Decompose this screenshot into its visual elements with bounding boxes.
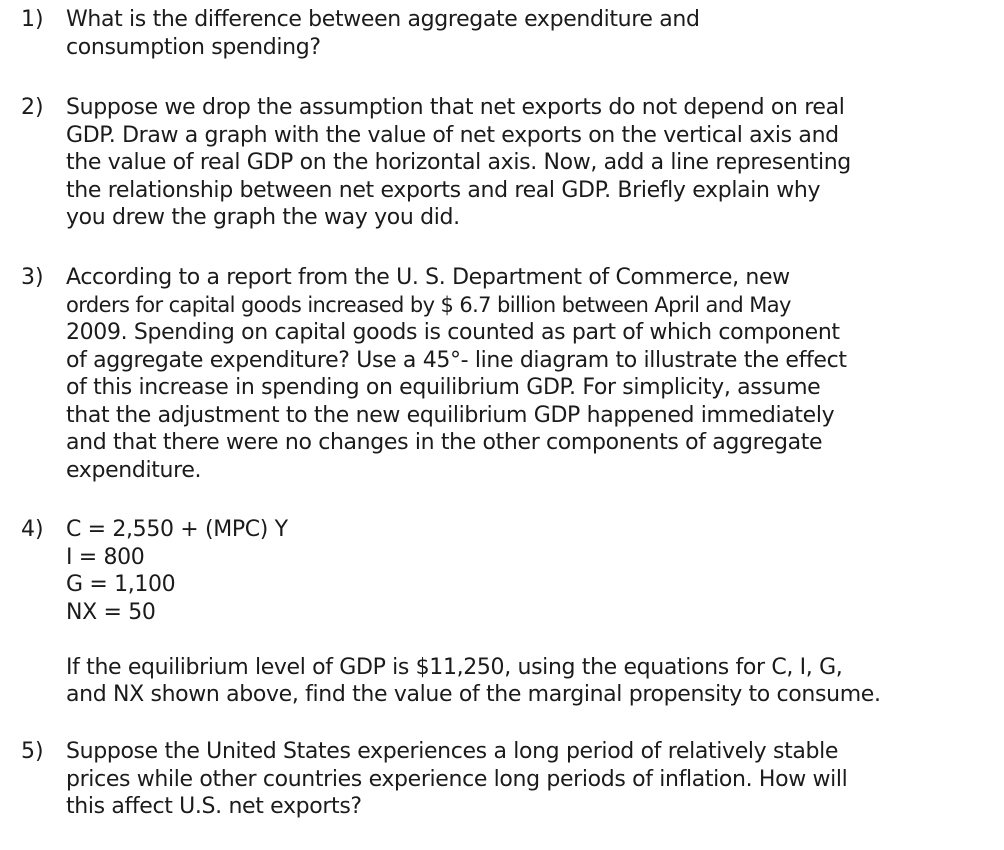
question-text (66, 738, 996, 821)
text-line: 2009. Spending on capital goods is counted as part of which component (66, 320, 840, 345)
text-line: prices while other countries experience long periods of inflation. How will (66, 766, 848, 792)
text-line: you drew the graph the way you did. (66, 205, 460, 230)
text-line: of aggregate expenditure? Use a 45°- line diagram to illustrate the effect (66, 347, 847, 373)
text-line: According to a report from the U. S. Department of Commerce, new (66, 265, 790, 290)
text-line: If the equilibrium level of GDP is $11,250, using the equations for C, I, G, (66, 654, 843, 680)
equation-net-exports: NX = 50 (66, 599, 156, 625)
equation-government: G = 1,100 (66, 572, 176, 597)
text-line: the relationship between net exports and real GDP. Briefly explain why (66, 177, 821, 203)
text-line: GDP. Draw a graph with the value of net exports on the vertical axis and (66, 122, 839, 148)
equation-consumption: C = 2,550 + (MPC) Y (66, 517, 288, 542)
question-number: 4) (21, 517, 44, 542)
text-line: and that there were no changes in the other components of aggregate (66, 430, 823, 455)
text-line: the value of real GDP on the horizontal axis. Now, add a line representing (66, 150, 851, 175)
question-number: 5) (21, 739, 44, 764)
equation-investment: I = 800 (66, 544, 145, 570)
question-text (66, 6, 996, 61)
text-line: this affect U.S. net exports? (66, 794, 362, 819)
text-line: What is the difference between aggregate expenditure and (66, 7, 700, 32)
question-text (66, 516, 996, 709)
equation-list (66, 516, 996, 626)
text-line: of this increase in spending on equilibrium GDP. For simplicity, assume (66, 375, 821, 400)
text-line: and NX shown above, find the value of the marginal propensity to consume. (66, 682, 881, 707)
text-line: orders for capital goods increased by $ 6.7 billion between April and May (66, 292, 791, 317)
spacer (66, 626, 996, 654)
question-text (66, 94, 996, 232)
text-line: consumption spending? (66, 34, 321, 60)
question-text (66, 264, 996, 484)
text-line: Suppose we drop the assumption that net exports do not depend on real (66, 95, 845, 120)
question-number: 2) (21, 95, 44, 120)
text-line: expenditure. (66, 457, 202, 483)
text-line: that the adjustment to the new equilibrium GDP happened immediately (66, 402, 835, 428)
question-prompt (66, 654, 996, 709)
text-line: Suppose the United States experiences a long period of relatively stable (66, 739, 839, 764)
question-number: 1) (21, 7, 44, 32)
question-number: 3) (21, 265, 44, 290)
